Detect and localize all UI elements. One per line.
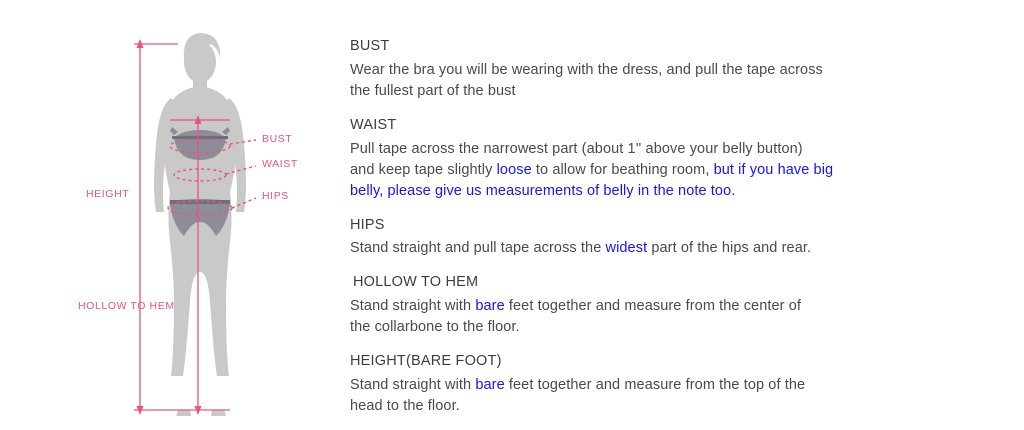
instruction-body (350, 60, 970, 102)
instruction-body (350, 375, 970, 417)
instruction-line (350, 139, 970, 160)
emphasis-text: belly, please give us measurements of belly in the note too. (350, 182, 736, 199)
body-text: Stand straight with (350, 376, 476, 393)
instruction-block-waist (350, 115, 970, 202)
instruction-block-height (350, 351, 970, 417)
instruction-title: HEIGHT(BARE FOOT) (350, 353, 502, 370)
body-text: Pull tape across the narrowest part (about 1'' above your belly button) (350, 140, 803, 157)
body-text: feet together and measure from the top of the (504, 376, 806, 393)
instruction-body (350, 296, 970, 338)
instruction-body (350, 139, 970, 202)
emphasis-text: bare (475, 298, 505, 315)
instruction-line (350, 160, 970, 181)
body-text: Wear the bra you will be wearing with the dress, and pull the tape across (350, 61, 823, 78)
figure-illustration (60, 20, 360, 420)
female-body-silhouette (154, 33, 246, 416)
instruction-title: BUST (350, 38, 390, 54)
emphasis-text: bare (475, 376, 505, 393)
emphasis-text: but if you have big (713, 161, 834, 178)
instruction-line (350, 396, 970, 417)
diagram-label-hollow-to-hem: HOLLOW TO HEM (78, 300, 175, 312)
instruction-line (350, 296, 970, 317)
instruction-line (350, 238, 970, 259)
instruction-line (350, 375, 970, 396)
instruction-line (350, 317, 970, 338)
emphasis-text: loose (496, 161, 532, 178)
instruction-line (350, 60, 970, 81)
instruction-block-hips (350, 215, 970, 260)
body-measurement-diagram (60, 20, 360, 420)
instruction-title: HOLLOW TO HEM (353, 274, 479, 291)
body-text: and keep tape slightly (350, 161, 497, 178)
body-text: part of the hips and rear. (647, 240, 812, 257)
instruction-block-bust (350, 36, 970, 102)
instruction-body (350, 238, 970, 259)
body-text: the collarbone to the floor. (350, 319, 520, 336)
diagram-label-hips: HIPS (262, 190, 289, 202)
emphasis-text: widest (605, 240, 648, 257)
instruction-title: HIPS (350, 216, 385, 233)
body-text: Stand straight with (350, 298, 476, 315)
instruction-line (350, 181, 970, 202)
body-text: the fullest part of the bust (350, 82, 516, 99)
body-text: head to the floor. (350, 397, 460, 414)
diagram-label-bust: BUST (262, 133, 293, 145)
body-text: Stand straight and pull tape across the (350, 240, 606, 257)
instruction-block-hollow-to-hem (350, 272, 970, 338)
diagram-label-waist: WAIST (262, 158, 298, 170)
body-text: feet together and measure from the center of (504, 298, 802, 315)
instruction-title: WAIST (350, 116, 397, 133)
diagram-label-height: HEIGHT (86, 188, 130, 200)
body-text: to allow for beathing room, (531, 161, 714, 178)
instructions-list (350, 36, 970, 430)
instruction-line (350, 81, 970, 102)
